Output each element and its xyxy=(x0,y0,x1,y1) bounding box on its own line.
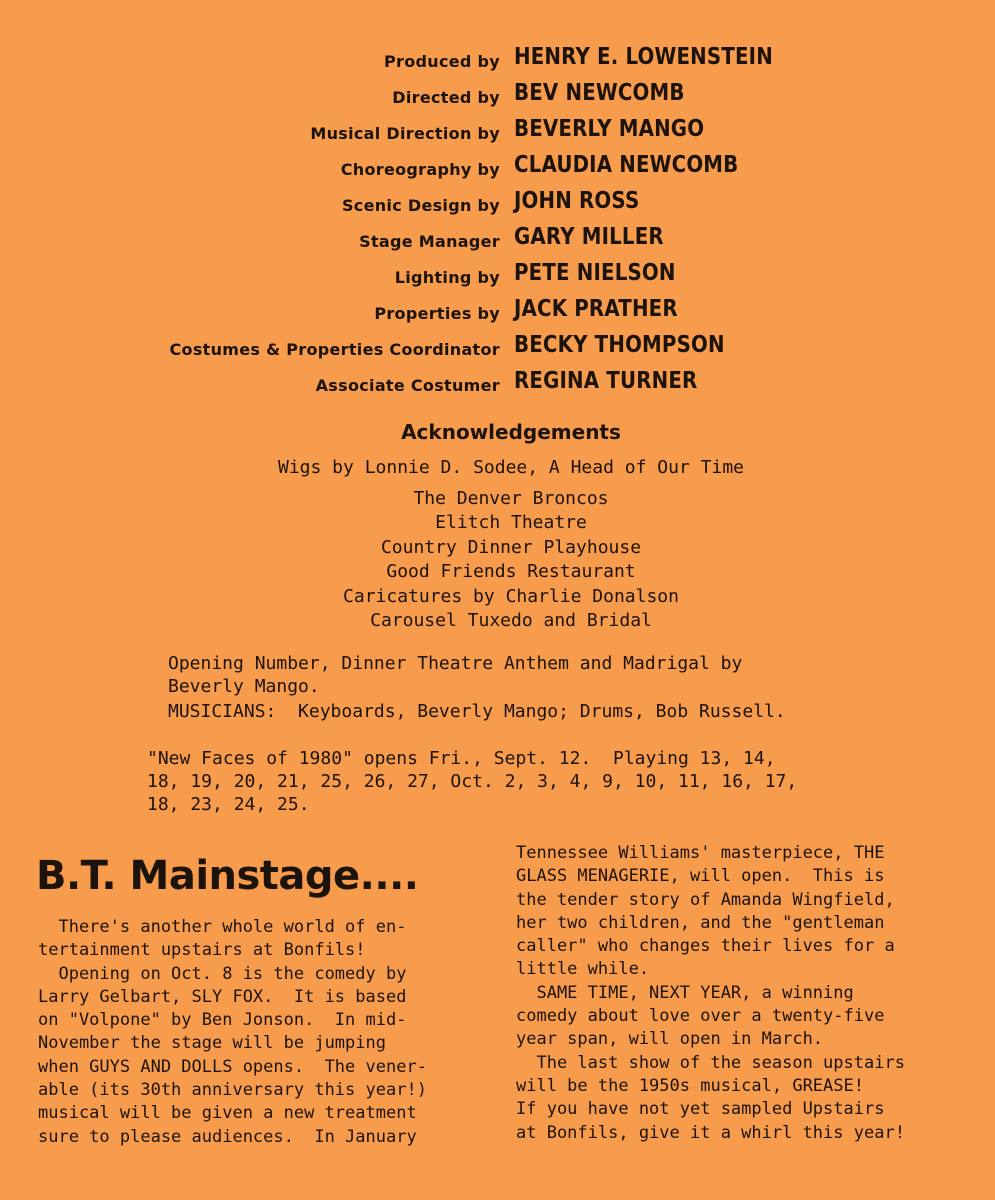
credit-role: Properties by xyxy=(374,304,500,323)
acknowledgement-item: Caricatures by Charlie Donalson xyxy=(343,585,679,607)
acknowledgements-list xyxy=(0,456,995,634)
credit-name: PETE NIELSON xyxy=(514,260,676,286)
credit-name: BEVERLY MANGO xyxy=(514,116,705,142)
credit-name: BEV NEWCOMB xyxy=(514,80,685,106)
mainstage-left-column xyxy=(38,916,488,1149)
credit-role: Directed by xyxy=(392,88,500,107)
credit-row xyxy=(0,368,995,404)
credit-row xyxy=(0,188,995,224)
acknowledgement-item: Good Friends Restaurant xyxy=(386,561,636,582)
credit-name: HENRY E. LOWENSTEIN xyxy=(514,44,773,70)
credit-row xyxy=(0,152,995,188)
credit-row xyxy=(0,332,995,368)
opening-number-note: Opening Number, Dinner Theatre Anthem and Madrigal by Beverly Mango. xyxy=(168,653,743,697)
performance-schedule: "New Faces of 1980" opens Fri., Sept. 12. Playing 13, 14, 18, 19, 20, 21, 25, 26, 27, Oct. 2, 3, 4, 9, 10, 11, 16, 17, 18, 23, 24, 25. xyxy=(147,748,798,815)
credit-name: BECKY THOMPSON xyxy=(514,332,725,358)
mainstage-left-text: There's another whole world of en- tertainment upstairs at Bonfils! Opening on Oct. 8 is the comedy by Larry Gelbart, SLY FOX. It is based on "Volpone" by Ben Jonson. In mid- November the stage will be jumping when GUYS AND DOLLS opens. The vener- able (its 30th anniversary this year!) musical will be given a new treatment sure to please audiences. In January xyxy=(38,917,427,1147)
credit-role: Costumes & Properties Coordinator xyxy=(169,340,500,359)
credit-row xyxy=(0,224,995,260)
credit-row xyxy=(0,80,995,116)
mainstage-right-text: Tennessee Williams' masterpiece, THE GLASS MENAGERIE, will open. This is the tender story of Amanda Wingfield, her two children, and the "gentleman caller" who changes their lives for a little while. SAME TIME, NEXT YEAR, a winning comedy about love over a twenty-five year span, will open in March. The last show of the season upstairs will be the 1950s musical, GREASE! If you have not yet sampled Upstairs at Bonfils, give it a whirl this year! xyxy=(516,843,905,1143)
acknowledgement-item: Country Dinner Playhouse xyxy=(380,536,642,558)
credit-row xyxy=(0,44,995,80)
credit-row xyxy=(0,260,995,296)
acknowledgement-item: Wigs by Lonnie D. Sodee, A Head of Our Time xyxy=(278,457,744,478)
credit-name: GARY MILLER xyxy=(514,224,664,250)
credit-name: JOHN ROSS xyxy=(514,188,640,214)
acknowledgement-item: Carousel Tuxedo and Bridal xyxy=(370,610,652,631)
musicians-note: MUSICIANS: Keyboards, Beverly Mango; Drums, Bob Russell. xyxy=(168,701,786,722)
credit-role: Musical Direction by xyxy=(310,124,500,143)
credits-list xyxy=(0,44,995,404)
credit-name: REGINA TURNER xyxy=(514,368,698,394)
acknowledgement-item: Elitch Theatre xyxy=(435,512,587,533)
mainstage-right-column xyxy=(516,842,986,1145)
credit-name: JACK PRATHER xyxy=(514,296,678,322)
acknowledgement-item: The Denver Broncos xyxy=(413,487,609,509)
credit-role: Associate Costumer xyxy=(315,376,500,395)
credit-row xyxy=(0,296,995,332)
mainstage-heading: B.T. Mainstage.... xyxy=(36,853,419,899)
credit-role: Choreography by xyxy=(340,160,500,179)
credit-name: CLAUDIA NEWCOMB xyxy=(514,152,739,178)
credit-role: Scenic Design by xyxy=(341,196,500,215)
credit-role: Produced by xyxy=(384,52,500,71)
credit-row xyxy=(0,116,995,152)
acknowledgements-heading: Acknowledgements xyxy=(401,420,621,444)
credit-role: Stage Manager xyxy=(359,232,500,251)
credit-role: Lighting by xyxy=(394,268,500,287)
